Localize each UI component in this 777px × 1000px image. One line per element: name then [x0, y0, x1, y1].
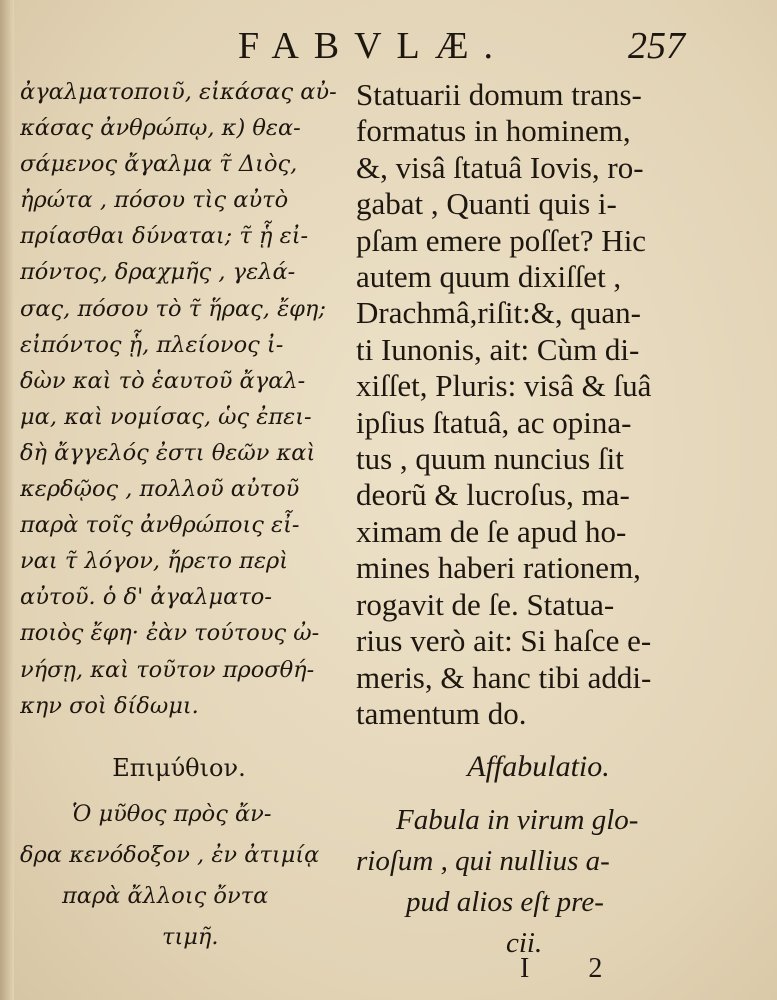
signature-mark: I 2 — [520, 953, 629, 984]
greek-line: ποιὸς ἔφη· ἐὰν τούτους ὠ- — [20, 620, 320, 647]
greek-line: εἰπόντος ᾗ, πλείονος ἰ- — [20, 331, 284, 358]
page-number: 257 — [628, 25, 685, 67]
greek-moral-line: παρὰ ἄλλοις ὄντα — [62, 883, 269, 909]
latin-line: ipſius ſtatuâ, ac opina- — [356, 404, 632, 440]
latin-line: meris, & hanc tibi addi- — [356, 659, 652, 695]
latin-moral-heading: Affabulatio. — [467, 750, 610, 783]
latin-moral-line: pud alios eſt pre- — [406, 886, 604, 918]
latin-line: Statuarii domum trans- — [356, 77, 642, 112]
greek-line: σάμενος ἄγαλμα τ̃ Διὸς, — [20, 151, 298, 178]
greek-line: κην σοὶ δίδωμι. — [20, 692, 199, 719]
latin-moral-line: cii. — [506, 927, 543, 959]
latin-line: tus , quum nuncius ſit — [356, 441, 624, 477]
latin-line: autem quum dixiſſet , — [356, 259, 622, 295]
greek-line: σας, πόσου τὸ τ̃ ἥρας, ἔφη; — [20, 295, 326, 322]
greek-line: πόντος, δραχμῆς , γελά- — [20, 259, 296, 286]
latin-line: ti Iunonis, ait: Cùm di- — [356, 331, 640, 367]
latin-line: formatus in hominem, — [356, 113, 631, 149]
latin-text-column — [356, 77, 721, 732]
greek-line: πρίασθαι δύναται; τ̃ ᾗ εἰ- — [20, 223, 309, 250]
latin-line: deorũ & lucroſus, ma- — [356, 477, 630, 513]
greek-line: αὐτοῦ. ὁ δ' ἀγαλματο- — [20, 584, 272, 611]
latin-line: rius verò ait: Si haſce e- — [356, 623, 652, 659]
greek-line: παρὰ τοῖς ἀνθρώποις εἶ- — [20, 512, 300, 539]
latin-line: xiſſet, Pluris: visâ & ſuâ — [356, 368, 652, 404]
greek-moral-line: Ὁ μῦθος πρὸς ἄν- — [72, 801, 272, 827]
running-title: FABVLÆ. — [238, 25, 509, 67]
greek-moral-heading: Επιμύθιον. — [112, 754, 246, 782]
greek-moral-line: τιμῆ. — [162, 924, 219, 950]
latin-line: mines haberi rationem, — [356, 550, 641, 586]
greek-line: κερδῷος , πολλοῦ αὐτοῦ — [20, 476, 300, 503]
page-gutter-shadow — [0, 0, 14, 1000]
latin-line: Drachmâ,riſit:&, quan- — [356, 295, 641, 331]
latin-moral-text — [356, 800, 721, 964]
latin-line: &, visâ ſtatuâ Iovis, ro- — [356, 149, 644, 185]
latin-line: ximam de ſe apud ho- — [356, 513, 627, 549]
latin-moral-line: rioſum , qui nullius a- — [356, 845, 610, 877]
greek-moral-text — [20, 794, 338, 958]
greek-text-column — [20, 74, 338, 724]
latin-line: rogavit de ſe. Statua- — [356, 586, 615, 622]
greek-line: ἀγαλματοποιῦ, εἰκάσας αὐ- — [20, 79, 337, 105]
greek-line: δὴ ἄγγελός ἐστι θεῶν καὶ — [20, 439, 316, 466]
latin-line: tamentum do. — [356, 695, 527, 731]
greek-line: μα, καὶ νομίσας, ὡς ἐπει- — [20, 403, 312, 430]
latin-moral-line: Fabula in virum glo- — [396, 804, 639, 836]
greek-line: ναι τ̃ λόγον, ἤρετο περὶ — [20, 548, 289, 575]
latin-line: pſam emere poſſet? Hic — [356, 222, 647, 258]
greek-line: δὼν καὶ τὸ ἑαυτοῦ ἄγαλ- — [20, 367, 306, 394]
greek-line: ἠρώτα , πόσου τὶς αὐτὸ — [20, 187, 289, 214]
greek-line: νήσῃ, καὶ τοῦτον προσθή- — [20, 656, 315, 683]
greek-moral-line: δρα κενόδοξον , ἐν ἀτιμίᾳ — [20, 842, 320, 868]
greek-line: κάσας ἀνθρώπῳ, κ) θεα- — [20, 115, 301, 142]
latin-line: gabat , Quanti quis i- — [356, 186, 617, 222]
